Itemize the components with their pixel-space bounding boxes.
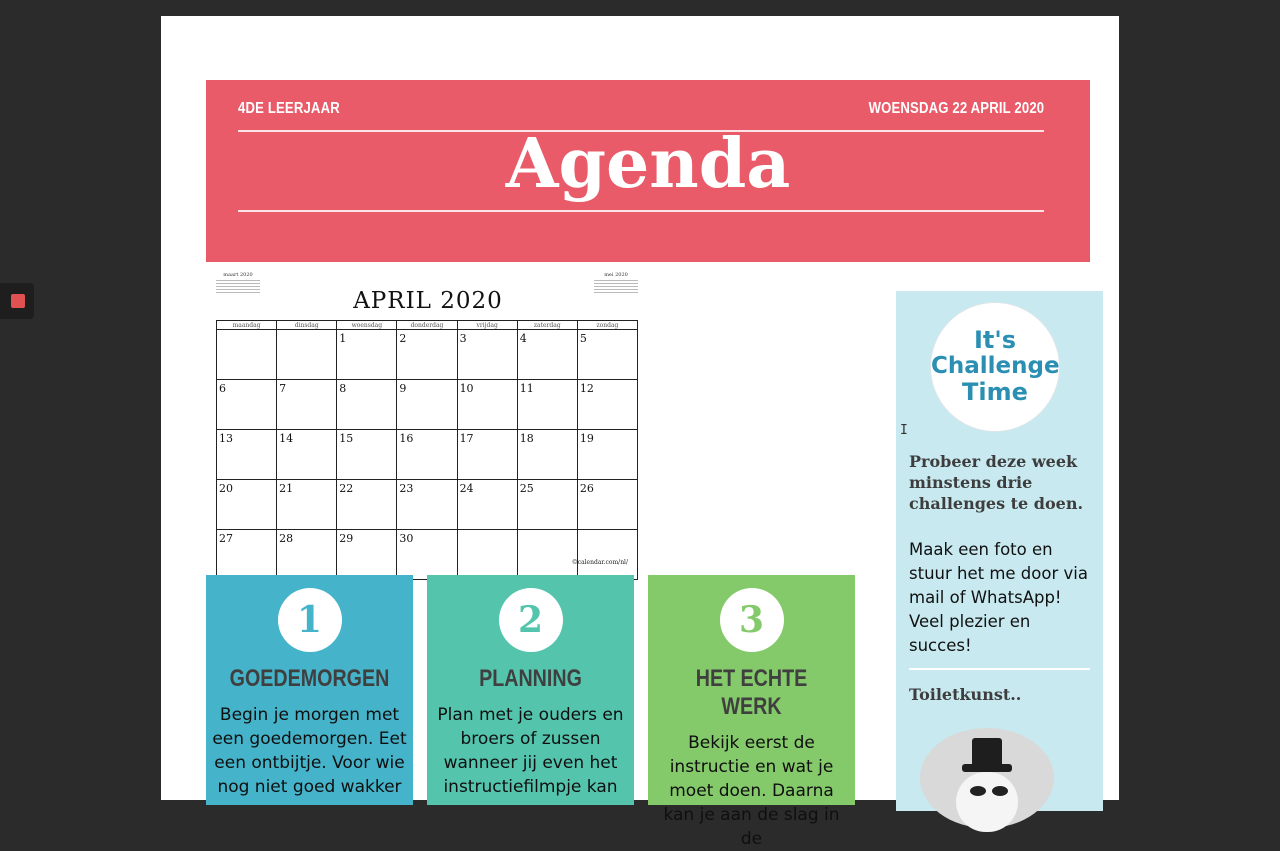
day-cell: 25 xyxy=(517,480,577,530)
step-number-badge: 2 xyxy=(499,588,563,652)
day-cell: 20 xyxy=(217,480,277,530)
day-cell: 13 xyxy=(217,430,277,480)
mini-calendar-march-title: maart 2020 xyxy=(223,272,253,278)
text-cursor-icon: I xyxy=(900,423,908,438)
day-cell xyxy=(457,530,517,580)
weekday-header: woensdag xyxy=(337,321,397,330)
record-icon xyxy=(11,294,25,308)
step-number-badge: 1 xyxy=(278,588,342,652)
day-cell: 16 xyxy=(397,430,457,480)
date-label: WOENSDAG 22 APRIL 2020 xyxy=(868,100,1044,117)
day-cell xyxy=(577,530,637,580)
mini-calendar-may-title: mei 2020 xyxy=(604,272,628,278)
agenda-banner xyxy=(206,80,1090,262)
challenge-time-logo xyxy=(930,302,1060,432)
sidebar-divider xyxy=(909,668,1090,670)
day-cell: 29 xyxy=(337,530,397,580)
day-cell: 21 xyxy=(277,480,337,530)
challenge-intro: Probeer deze week minstens drie challenges te doen. xyxy=(909,452,1084,513)
april-calendar xyxy=(216,272,640,568)
logo-text-line-1: It's xyxy=(973,326,1017,354)
banner-bottom-rule xyxy=(238,210,1044,212)
step-heading: PLANNING xyxy=(479,665,582,692)
step-card-het-echte-werk xyxy=(648,575,855,849)
weekday-header: maandag xyxy=(217,321,277,330)
day-cell: 7 xyxy=(277,380,337,430)
weekday-header: zaterdag xyxy=(517,321,577,330)
day-cell: 14 xyxy=(277,430,337,480)
day-cell: 6 xyxy=(217,380,277,430)
weekday-header: donderdag xyxy=(397,321,457,330)
challenge-instructions: Maak een foto en stuur het me door via mail of WhatsApp! Veel plezier en succes! xyxy=(909,540,1088,655)
weekday-header: zondag xyxy=(577,321,637,330)
step-heading: HET ECHTE WERK xyxy=(695,665,808,720)
day-cell: 26 xyxy=(577,480,637,530)
document-page xyxy=(161,16,1119,849)
day-cell: 2 xyxy=(397,330,457,380)
challenge-subheading: Toiletkunst.. xyxy=(909,685,1022,704)
day-cell xyxy=(217,330,277,380)
day-cell: 24 xyxy=(457,480,517,530)
weekday-header: dinsdag xyxy=(277,321,337,330)
day-cell: 23 xyxy=(397,480,457,530)
day-cell: 3 xyxy=(457,330,517,380)
step-card-goedemorgen xyxy=(206,575,413,805)
step-text: Bekijk eerst de instructie en wat je moet doen. Daarna kan je aan de slag in de xyxy=(663,733,840,849)
toilet-art-photo xyxy=(920,728,1054,828)
calendar-grid xyxy=(216,320,638,580)
logo-text-line-3: Time xyxy=(962,378,1028,406)
day-cell: 30 xyxy=(397,530,457,580)
calendar-title: APRIL 2020 xyxy=(353,288,503,314)
step-heading: GOEDEMORGEN xyxy=(229,665,390,692)
day-cell: 10 xyxy=(457,380,517,430)
day-cell: 27 xyxy=(217,530,277,580)
day-cell xyxy=(277,330,337,380)
day-cell: 22 xyxy=(337,480,397,530)
step-text: Plan met je ouders en broers of zussen wanneer jij even het instructiefilmpje kan xyxy=(437,705,624,797)
day-cell: 18 xyxy=(517,430,577,480)
day-cell: 9 xyxy=(397,380,457,430)
calendar-credit: ©calendar.com/nl/ xyxy=(571,559,628,566)
day-cell: 5 xyxy=(577,330,637,380)
day-cell: 12 xyxy=(577,380,637,430)
challenge-sidebar xyxy=(896,291,1103,811)
grade-label: 4DE LEERJAAR xyxy=(238,100,340,117)
day-cell: 1 xyxy=(337,330,397,380)
weekday-header: vrijdag xyxy=(457,321,517,330)
page-title: Agenda xyxy=(505,124,791,204)
step-text: Begin je morgen met een goedemorgen. Eet een ontbijtje. Voor wie nog niet goed wakker xyxy=(212,705,407,797)
logo-text-line-2: Challenge xyxy=(931,353,1060,379)
day-cell: 28 xyxy=(277,530,337,580)
day-cell: 17 xyxy=(457,430,517,480)
side-panel-toggle[interactable] xyxy=(0,283,34,319)
day-cell xyxy=(517,530,577,580)
day-cell: 4 xyxy=(517,330,577,380)
day-cell: 15 xyxy=(337,430,397,480)
day-cell: 19 xyxy=(577,430,637,480)
day-cell: 8 xyxy=(337,380,397,430)
step-card-planning xyxy=(427,575,634,805)
day-cell: 11 xyxy=(517,380,577,430)
step-number-badge: 3 xyxy=(720,588,784,652)
